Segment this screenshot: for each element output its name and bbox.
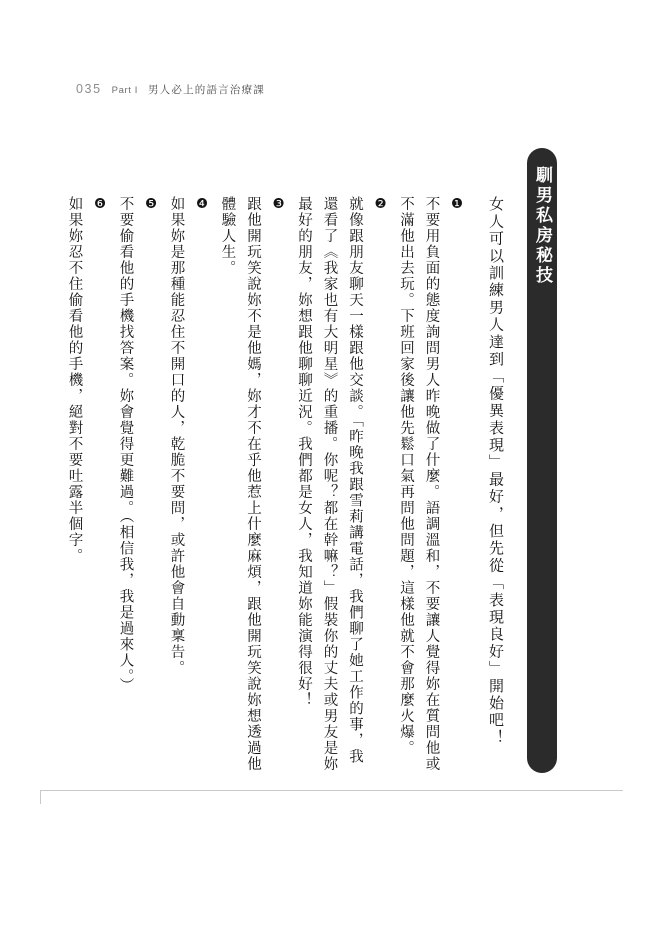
list-item-text: 如果妳忍不住偷看他的手機，絕對不要吐露半個字。 — [66, 196, 83, 564]
list-item — [112, 196, 163, 776]
intro-paragraph: 女人可以訓練男人達到「優異表現」最好，但先從「表現良好」開始吧！ — [487, 196, 505, 747]
list-item-text: 跟他開玩笑說妳不是他媽，妳才不在乎他惹上什麼麻煩，跟他開玩笑說妳想透過他體驗人生。 — [219, 196, 261, 772]
list-item-number: ❷ — [372, 196, 389, 212]
list-item-text: 如果妳是那種能忍住不開口的人，乾脆不要問，或許他會自動稟告。 — [168, 196, 185, 676]
list-item-number: ❶ — [449, 196, 465, 212]
list-item — [214, 196, 291, 776]
list-item — [291, 196, 393, 776]
running-head-title: 男人必上的語言治療課 — [147, 84, 265, 96]
body-text — [66, 196, 512, 776]
section-heading-band — [527, 148, 557, 773]
list-item-number: ❺ — [143, 196, 159, 212]
footer-rule-tick — [40, 790, 41, 804]
list-item-text: 不要用負面的態度詢問男人昨晚做了什麼。語調溫和，不要讓人覺得妳在質問他或不滿他出去玩。下班回家後讓他先鬆口氣再問他問題，這樣他就不會那麼火爆。 — [398, 196, 440, 772]
list-item-number: ❹ — [194, 196, 210, 212]
list-item-number: ❸ — [270, 196, 287, 212]
part-label: Part I — [111, 85, 138, 96]
list-item — [61, 196, 112, 776]
section-heading-text: 馴男私房秘技 — [532, 166, 552, 286]
running-head — [76, 82, 265, 97]
list-item — [393, 196, 470, 776]
footer-rule — [40, 790, 623, 791]
list-item-number: ❻ — [92, 196, 108, 212]
page-folio: 035 — [76, 82, 102, 96]
list-item-text: 就像跟朋友聊天一樣跟他交談。「昨晚我跟雪莉講電話，我們聊了她工作的事，我還看了《我家也有大明星》的重播。你呢？都在幹嘛？」假裝你的丈夫或男友是妳最好的朋友，妳想跟他聊聊近況。我們都是女人，我知道妳能演得很好！ — [296, 196, 363, 772]
list-item-text: 不要偷看他的手機找答案。妳會覺得更難過。（相信我，我是過來人。） — [117, 196, 134, 694]
list-item — [163, 196, 214, 776]
